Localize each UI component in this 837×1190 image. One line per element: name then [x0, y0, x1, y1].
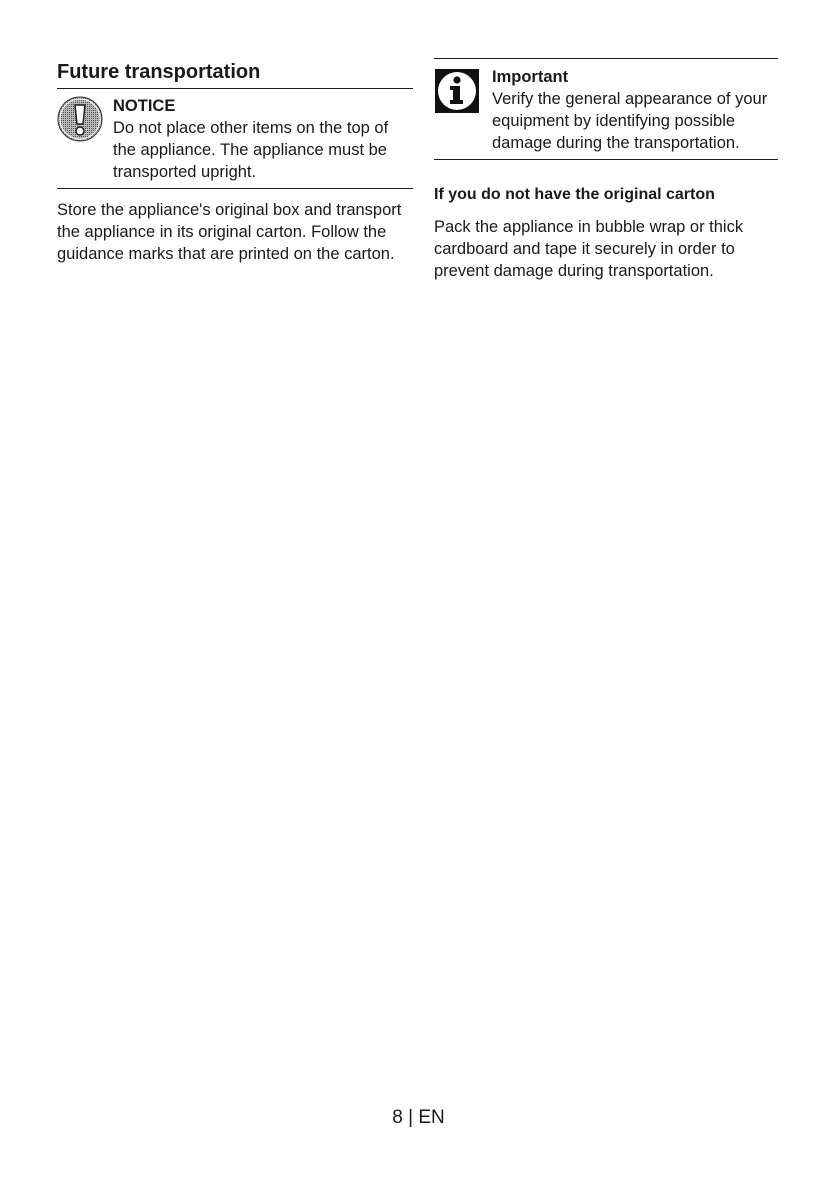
notice-heading: NOTICE: [113, 97, 176, 115]
packing-paragraph: Pack the appliance in bubble wrap or thick cardboard and tape it securely in order to prevent damage during transportation.: [434, 218, 744, 280]
important-content: [492, 66, 778, 154]
important-heading: Important: [492, 68, 569, 86]
section-title: Future transportation: [57, 58, 413, 89]
right-column: [434, 58, 778, 282]
notice-content: [113, 95, 413, 183]
important-box: [434, 58, 778, 160]
left-column: [57, 58, 413, 265]
storage-paragraph: Store the appliance's original box and transport the appliance in its original carton. Follow the guidance marks that are printed on the carton.: [57, 201, 402, 263]
exclamation-icon: [57, 96, 103, 142]
subheading: If you do not have the original carton: [434, 186, 715, 203]
important-text: Verify the general appearance of your equipment by identifying possible damage during the transportation.: [492, 90, 768, 152]
info-icon: [434, 68, 480, 114]
notice-box: [57, 89, 413, 189]
page-number: 8 | EN: [392, 1107, 445, 1128]
notice-text: Do not place other items on the top of the appliance. The appliance must be transported upright.: [113, 119, 389, 181]
